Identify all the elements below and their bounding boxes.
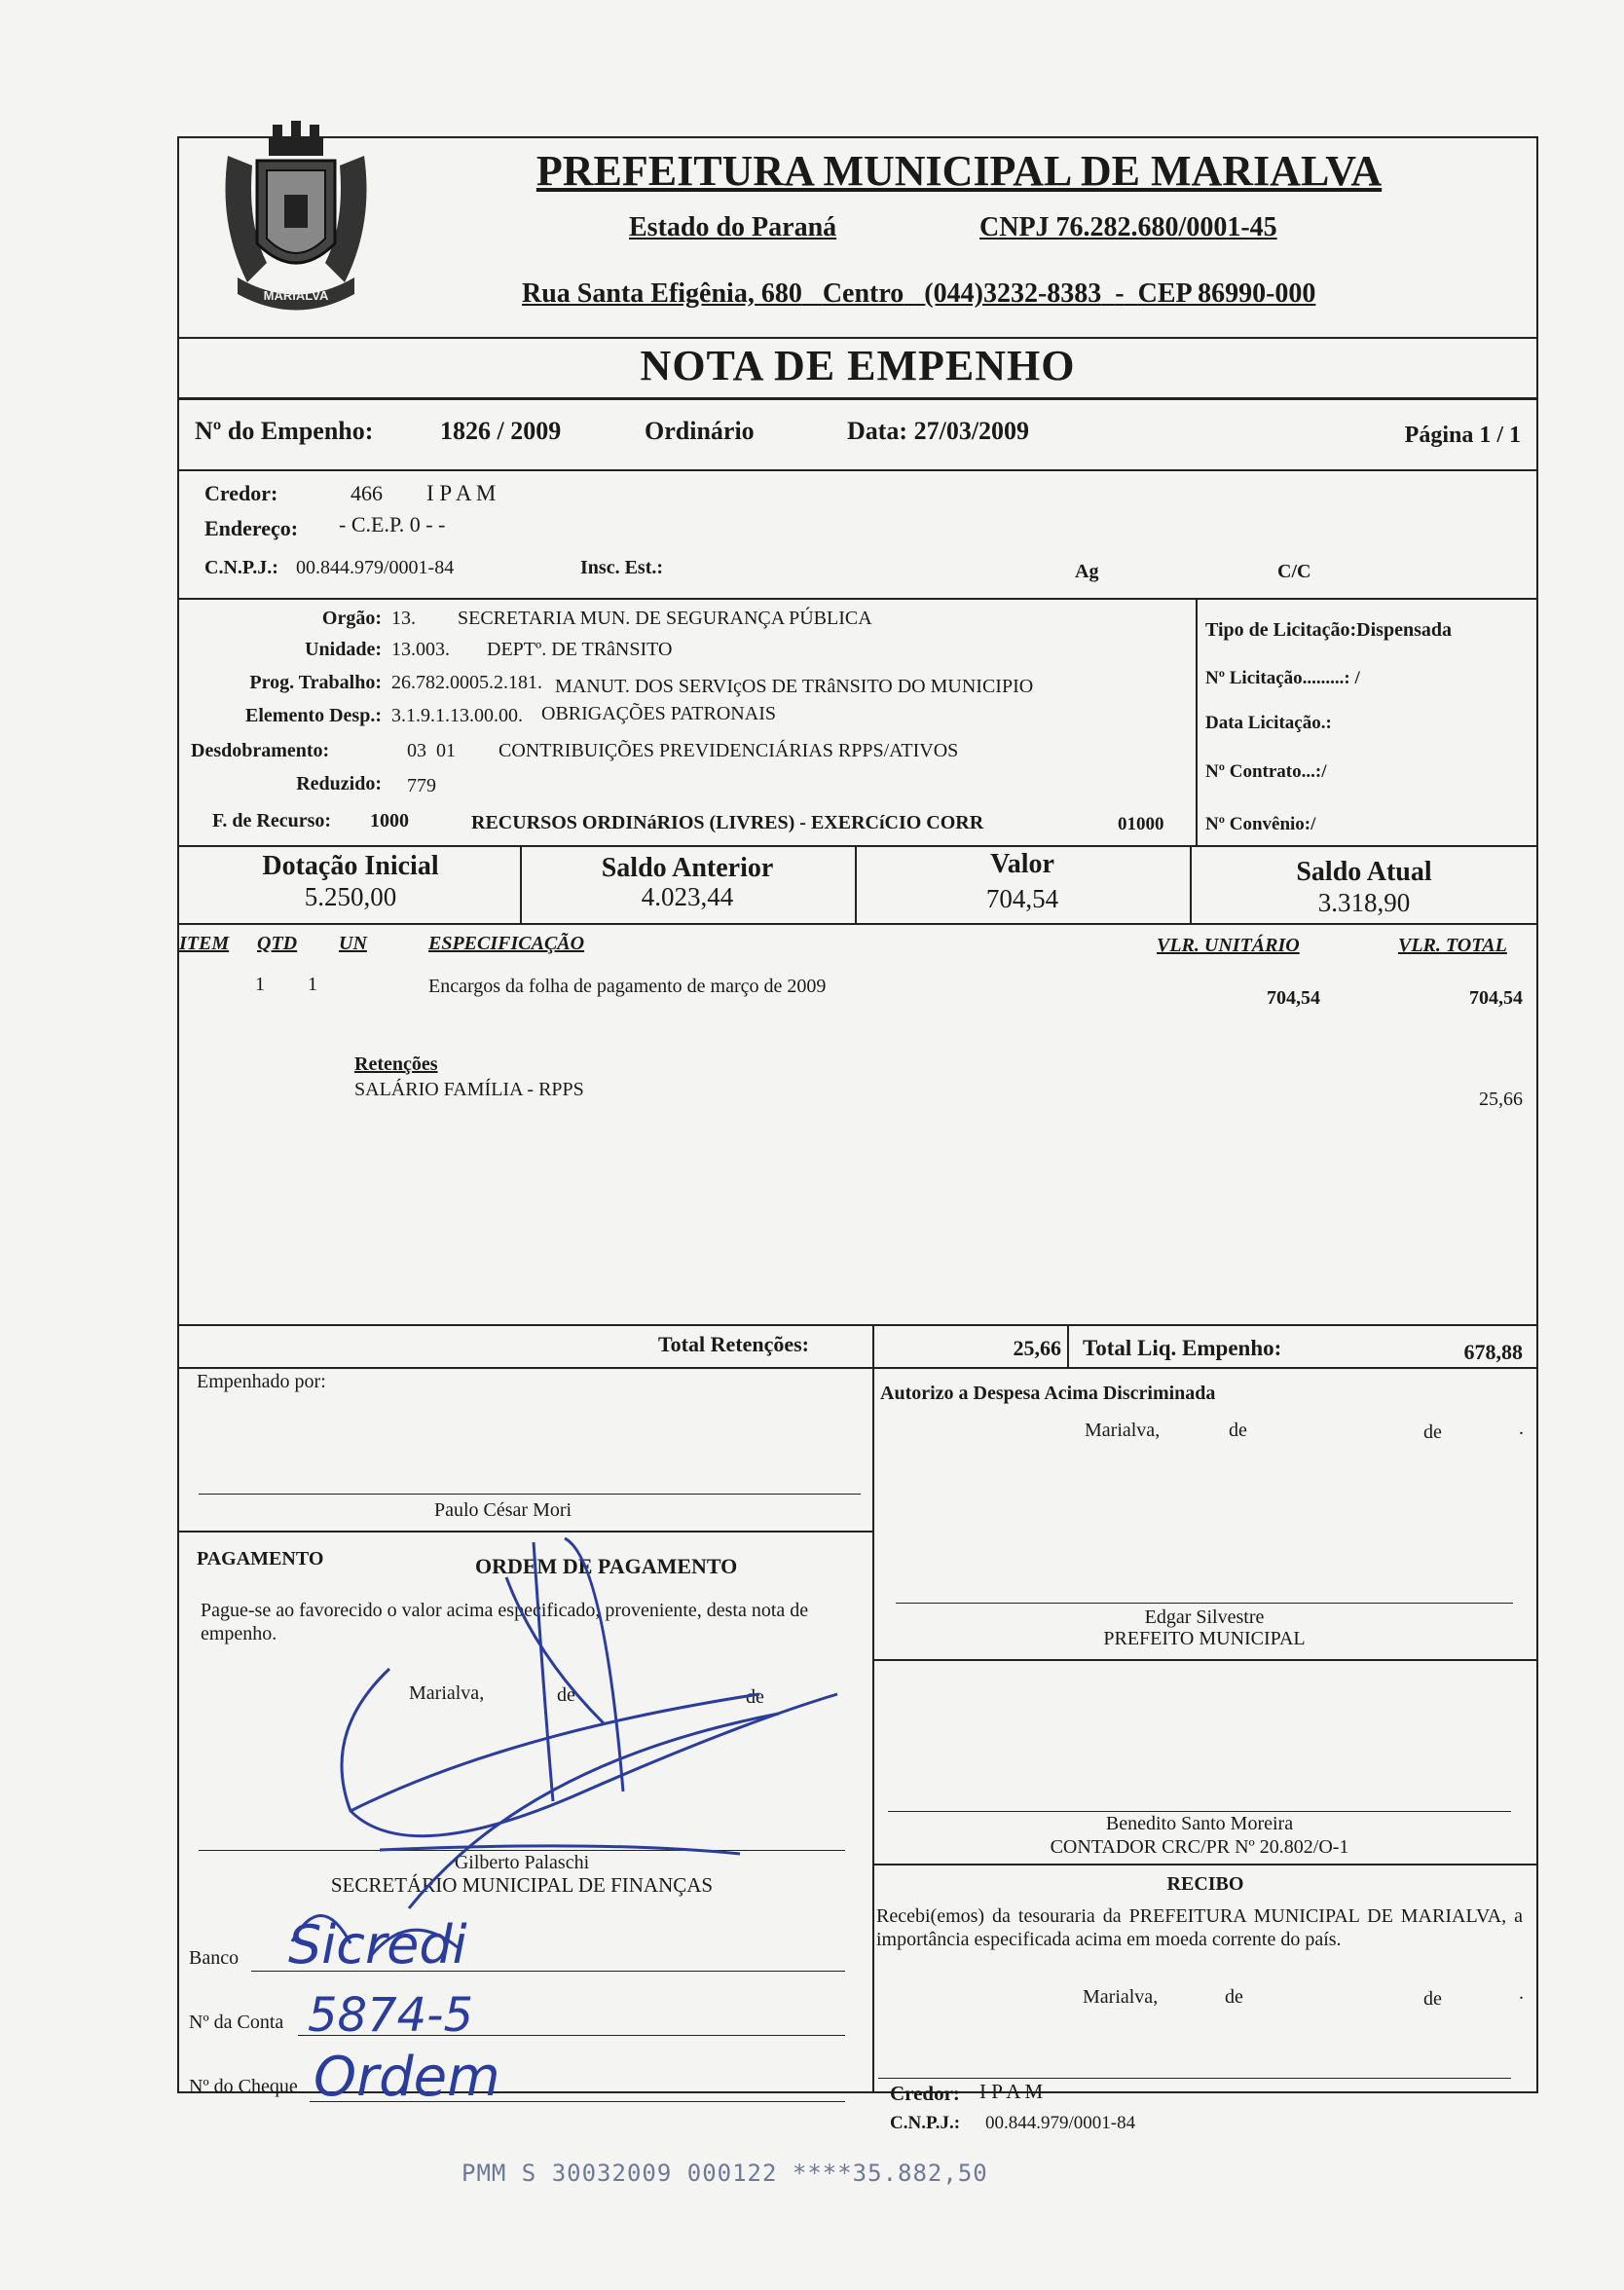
footer-cnpj: 00.844.979/0001-84 xyxy=(985,2113,1136,2133)
autorizo-period: . xyxy=(1519,1418,1524,1439)
municipality-address xyxy=(522,278,1315,310)
prefeito-name: Edgar Silvestre xyxy=(1144,1607,1265,1628)
pagamento-label: PAGAMENTO xyxy=(197,1548,324,1570)
insc-est-label: Insc. Est.: xyxy=(580,557,664,578)
valor-value: 704,54 xyxy=(985,884,1059,913)
tipo-licitacao: Tipo de Licitação:Dispensada xyxy=(1205,619,1452,641)
pagamento-de2: de xyxy=(746,1686,764,1708)
recibo-period: . xyxy=(1519,1982,1524,2004)
autorizo-de1: de xyxy=(1229,1420,1247,1441)
recibo-de2: de xyxy=(1423,1988,1442,2010)
pagamento-text: Pague-se ao favorecido o valor acima especificado, proveniente, desta nota de empenho. xyxy=(201,1600,809,1644)
machine-stamp: PMM S 30032009 000122 ****35.882,50 xyxy=(461,2160,988,2187)
saldo-anterior-label: Saldo Anterior xyxy=(601,853,774,883)
state-name: Estado do Paraná xyxy=(629,212,837,242)
credor-name: I P A M xyxy=(426,481,497,505)
prefeito-role: PREFEITO MUNICIPAL xyxy=(1103,1628,1306,1649)
credor-label: Credor: xyxy=(204,481,278,505)
credor-cnpj: 00.844.979/0001-84 xyxy=(296,557,455,578)
municipality-title: PREFEITURA MUNICIPAL DE MARIALVA xyxy=(535,147,1383,195)
col-qtd: QTD xyxy=(257,933,298,954)
elemento-desc: OBRIGAÇÕES PATRONAIS xyxy=(541,703,776,724)
dotacao-label: Dotação Inicial xyxy=(262,851,439,881)
col-especificacao: ESPECIFICAÇÃO xyxy=(428,933,585,954)
fonte-label: F. de Recurso: xyxy=(212,810,332,831)
item-number: 1 xyxy=(255,974,265,995)
desdobramento-desc: CONTRIBUIÇÕES PREVIDENCIÁRIAS RPPS/ATIVOS xyxy=(498,740,959,761)
empenhado-label: Empenhado por: xyxy=(197,1371,326,1392)
retencoes-label: Retenções xyxy=(354,1053,438,1075)
desdobramento-a: 03 xyxy=(407,740,426,761)
retencao-desc: SALÁRIO FAMÍLIA - RPPS xyxy=(354,1079,584,1100)
item-total-value: 704,54 xyxy=(1469,987,1523,1009)
item-unit-value: 704,54 xyxy=(1267,987,1320,1009)
secretario-role: SECRETÁRIO MUNICIPAL DE FINANÇAS xyxy=(330,1873,714,1897)
numero-contrato: Nº Contrato...:/ xyxy=(1205,761,1327,782)
unidade-code: 13.003. xyxy=(391,639,450,660)
ordem-pagamento-title: ORDEM DE PAGAMENTO xyxy=(475,1554,738,1578)
recibo-text: Recebi(emos) da tesouraria da PREFEITURA MUNICIPAL DE MARIALVA, a importância especificada acima em moeda corrente do país. xyxy=(876,1905,1523,1950)
item-qtd: 1 xyxy=(308,974,317,995)
saldo-atual-value: 3.318,90 xyxy=(1317,888,1411,917)
recibo-de1: de xyxy=(1225,1986,1243,2008)
saldo-atual-label: Saldo Atual xyxy=(1296,857,1432,887)
page-number: Página 1 / 1 xyxy=(1404,423,1521,448)
seal-motto: MARIALVA xyxy=(263,288,329,303)
autorizo-de2: de xyxy=(1423,1422,1442,1443)
empenho-number: 1826 / 2009 xyxy=(440,417,562,445)
col-item: ITEM xyxy=(179,933,230,954)
unidade-desc: DEPTº. DE TRâNSITO xyxy=(487,639,673,660)
retencao-value: 25,66 xyxy=(1479,1089,1523,1110)
prog-desc: MANUT. DOS SERVIçOS DE TRâNSITO DO MUNICIPIO xyxy=(555,676,1034,697)
data-licitacao: Data Licitação.: xyxy=(1205,713,1332,733)
total-liquido-value: 678,88 xyxy=(1463,1340,1523,1364)
valor-label: Valor xyxy=(990,849,1054,879)
footer-cnpj-label: C.N.P.J.: xyxy=(890,2113,961,2133)
recibo-label: RECIBO xyxy=(1166,1873,1244,1895)
cnpj-label: C.N.P.J.: xyxy=(204,557,278,578)
desdobramento-label: Desdobramento: xyxy=(191,740,330,761)
credor-code: 466 xyxy=(351,481,383,505)
agency-label: Ag xyxy=(1075,561,1099,582)
empenho-date: Data: 27/03/2009 xyxy=(847,417,1030,445)
address-phone: (044)3232-8383 xyxy=(924,278,1102,309)
fonte-number: 01000 xyxy=(1118,814,1164,834)
pagamento-de1: de xyxy=(557,1684,575,1706)
total-retencoes-label: Total Retenções: xyxy=(658,1332,809,1356)
credor-address: - C.E.P. 0 - - xyxy=(339,512,446,536)
secretario-name: Gilberto Palaschi xyxy=(454,1852,590,1873)
autorizo-label: Autorizo a Despesa Acima Discriminada xyxy=(880,1383,1216,1404)
address-label: Endereço: xyxy=(204,516,299,540)
recibo-place: Marialva, xyxy=(1083,1986,1159,2008)
contador-role: CONTADOR CRC/PR Nº 20.802/O-1 xyxy=(1050,1836,1349,1858)
fonte-desc: RECURSOS ORDINáRIOS (LIVRES) - EXERCíCIO CORR xyxy=(471,812,984,833)
item-desc: Encargos da folha de pagamento de março de 2009 xyxy=(428,976,827,997)
orgao-label: Orgão: xyxy=(321,608,382,629)
empenho-label: Nº do Empenho: xyxy=(195,417,374,445)
numero-convenio: Nº Convênio:/ xyxy=(1205,814,1316,834)
address-dash: - xyxy=(1115,278,1125,309)
autorizo-place: Marialva, xyxy=(1085,1420,1161,1441)
col-vlr-total: VLR. TOTAL xyxy=(1398,935,1507,956)
municipality-cnpj: CNPJ 76.282.680/0001-45 xyxy=(979,212,1277,242)
numero-licitacao: Nº Licitação.........: / xyxy=(1205,668,1360,688)
footer-credor-label: Credor: xyxy=(890,2082,960,2105)
unidade-label: Unidade: xyxy=(305,639,382,660)
conta-handwritten: 5874-5 xyxy=(308,1988,474,2043)
empenho-type: Ordinário xyxy=(645,417,755,445)
col-un: UN xyxy=(339,933,367,954)
dotacao-value: 5.250,00 xyxy=(304,882,397,911)
document-title: NOTA DE EMPENHO xyxy=(640,342,1076,389)
saldo-anterior-value: 4.023,44 xyxy=(641,882,734,911)
cheque-label: Nº do Cheque xyxy=(189,2076,298,2097)
pagamento-place: Marialva, xyxy=(409,1682,485,1704)
conta-label: Nº da Conta xyxy=(189,2012,284,2033)
total-retencoes-value: 25,66 xyxy=(1013,1336,1061,1360)
empenhado-name: Paulo César Mori xyxy=(434,1499,572,1521)
account-label: C/C xyxy=(1277,561,1311,582)
desdobramento-b: 01 xyxy=(436,740,456,761)
address-cep: CEP 86990-000 xyxy=(1137,278,1316,309)
reduzido-label: Reduzido: xyxy=(296,773,382,794)
banco-handwritten: Sicredi xyxy=(288,1914,467,1976)
cheque-handwritten: Ordem xyxy=(314,2046,500,2109)
contador-name: Benedito Santo Moreira xyxy=(1105,1813,1294,1834)
banco-label: Banco xyxy=(189,1947,240,1969)
orgao-desc: SECRETARIA MUN. DE SEGURANÇA PÚBLICA xyxy=(458,608,872,629)
fonte-code: 1000 xyxy=(370,810,409,831)
elemento-label: Elemento Desp.: xyxy=(245,705,382,726)
col-vlr-unitario: VLR. UNITÁRIO xyxy=(1157,935,1300,956)
elemento-code: 3.1.9.1.13.00.00. xyxy=(391,705,523,726)
address-district: Centro xyxy=(822,278,904,309)
footer-credor-name: I P A M xyxy=(979,2080,1044,2103)
orgao-code: 13. xyxy=(391,608,416,629)
prog-code: 26.782.0005.2.181. xyxy=(391,672,542,693)
reduzido-value: 779 xyxy=(407,775,436,796)
total-liquido-label: Total Liq. Empenho: xyxy=(1083,1336,1282,1360)
prog-label: Prog. Trabalho: xyxy=(249,672,382,693)
address-street: Rua Santa Efigênia, 680 xyxy=(522,278,802,309)
